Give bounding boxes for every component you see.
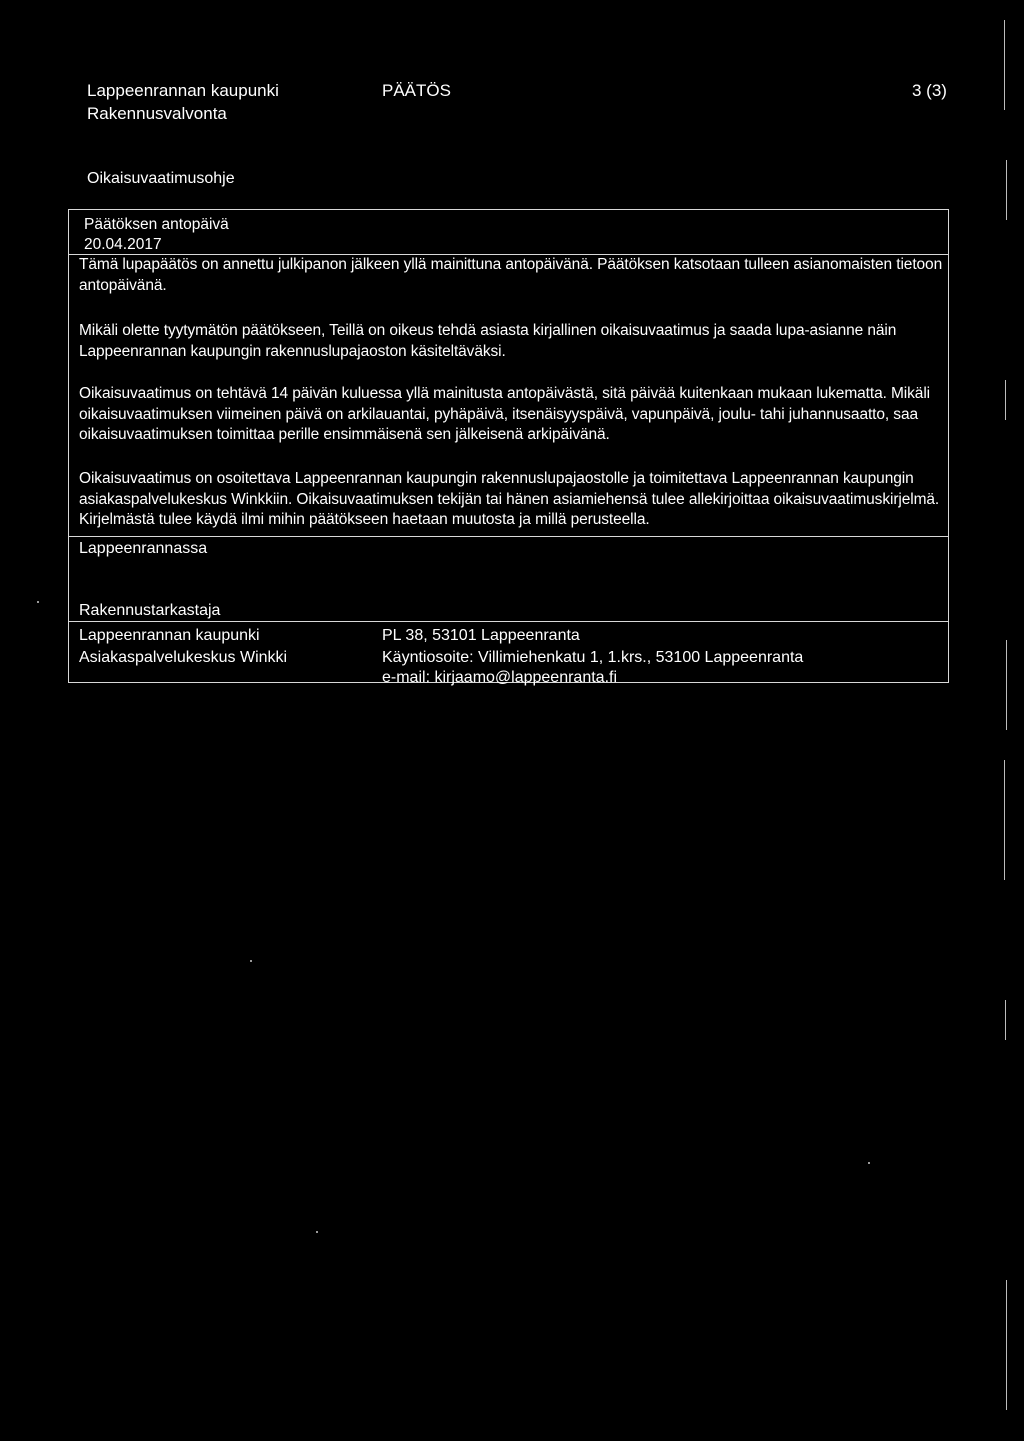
- scan-edge-line: [1005, 1000, 1006, 1040]
- divider: [68, 621, 949, 622]
- contact-visiting-address: Käyntiosoite: Villimiehenkatu 1, 1.krs., 53100 Lappeenranta: [382, 649, 804, 666]
- contact-service-point: Asiakaspalvelukeskus Winkki: [79, 649, 288, 666]
- instruction-paragraph-1: Tämä lupapäätös on annettu julkipanon jälkeen yllä mainittuna antopäivänä. Päätöksen katsotaan tulleen asianomaisten tietoon antopäivänä.: [79, 256, 943, 294]
- section-title: Oikaisuvaatimusohje: [87, 170, 235, 187]
- scan-edge-line: [1004, 760, 1005, 880]
- scan-speck: [316, 1231, 318, 1233]
- scan-edge-line: [1005, 380, 1006, 420]
- divider: [68, 536, 949, 537]
- organization-name: Lappeenrannan kaupunki: [87, 81, 279, 100]
- decision-date-value: 20.04.2017: [84, 236, 162, 253]
- instruction-paragraph-3: Oikaisuvaatimus on tehtävä 14 päivän kuluessa yllä mainitusta antopäivästä, sitä päivää kuitenkaan mukaan lukematta. Mikäli oikaisuvaatimuksen viimeinen päivä on arkilauantai, pyhäpäivä, itsenäisyyspäivä, vapunpäivä, joulu- tahi juhannusaatto, saa oikaisuvaatimuksen toimittaa perille ensimmäisenä sen jälkeisenä arkipäivänä.: [79, 385, 931, 443]
- scan-speck: [37, 601, 39, 603]
- page-number: 3 (3): [912, 81, 947, 100]
- contact-email: e-mail: kirjaamo@lappeenranta.fi: [382, 669, 618, 686]
- signature-title: Rakennustarkastaja: [79, 602, 221, 619]
- decision-date-label: Päätöksen antopäivä: [84, 216, 229, 233]
- scan-speck: [250, 960, 252, 962]
- instruction-paragraph-4: Oikaisuvaatimus on osoitettava Lappeenrannan kaupungin rakennuslupajaostolle ja toimitettava Lappeenrannan kaupungin asiakaspalvelukeskus Winkkiin. Oikaisuvaatimuksen tekijän tai hänen asiamiehensä tulee allekirjoittaa oikaisuvaatimuskirjelmä. Kirjelmästä tulee käydä ilmi mihin päätökseen haetaan muutosta ja millä perusteella.: [79, 470, 940, 528]
- scan-edge-line: [1006, 640, 1007, 730]
- instruction-paragraph-2: Mikäli olette tyytymätön päätökseen, Teillä on oikeus tehdä asiasta kirjallinen oikaisuvaatimus ja saada lupa-asianne näin Lappeenrannan kaupungin rakennuslupajaoston käsiteltäväksi.: [79, 322, 897, 360]
- department-name: Rakennusvalvonta: [87, 104, 227, 123]
- scan-edge-line: [1004, 20, 1005, 110]
- document-type: PÄÄTÖS: [382, 81, 451, 100]
- scan-speck: [868, 1162, 870, 1164]
- contact-postal-address: PL 38, 53101 Lappeenranta: [382, 627, 580, 644]
- contact-organization: Lappeenrannan kaupunki: [79, 627, 260, 644]
- scan-edge-line: [1006, 160, 1007, 220]
- scan-edge-line: [1006, 1280, 1007, 1410]
- signature-place: Lappeenrannassa: [79, 540, 208, 557]
